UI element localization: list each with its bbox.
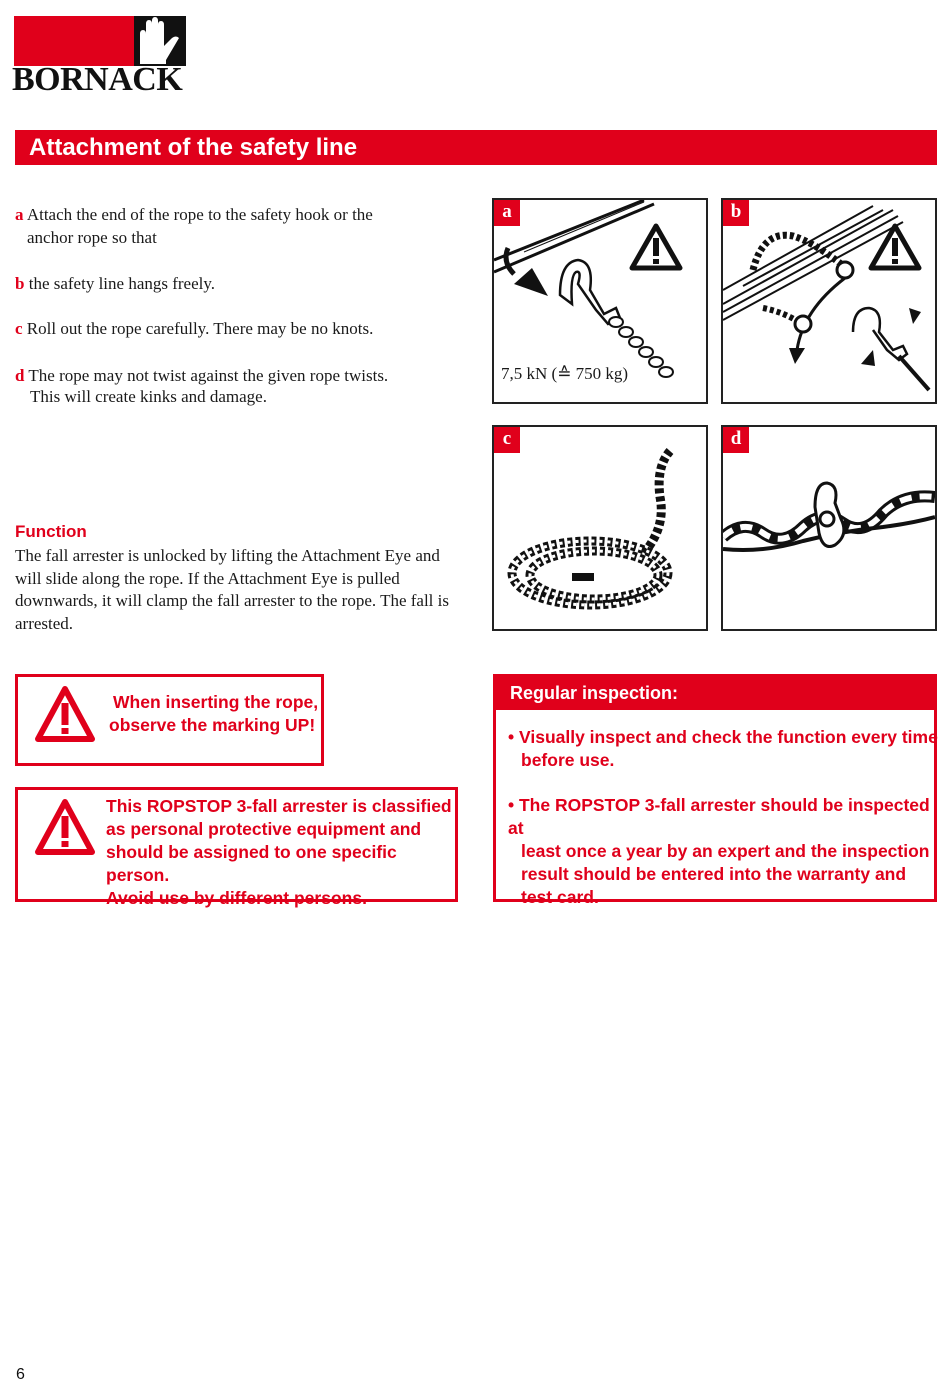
warning-triangle-icon [34, 798, 96, 858]
inspection-title: Regular inspection: [510, 683, 679, 703]
step-d [15, 364, 388, 387]
illustration-panel-c [492, 425, 708, 631]
panel-tag: b [723, 200, 749, 226]
step-b [15, 272, 215, 295]
illustration-panel-b [721, 198, 937, 404]
function-heading: Function [15, 522, 87, 541]
warning-triangle-icon [34, 685, 96, 745]
step-a-continued: anchor rope so that [27, 228, 157, 247]
warning-triangle-icon [871, 226, 919, 268]
step-a [15, 203, 373, 226]
step-letter: c [15, 319, 23, 338]
warning-line: When inserting the rope, [113, 692, 319, 712]
illustration-panel-d [721, 425, 937, 631]
warning-triangle-icon [632, 226, 680, 268]
step-letter: a [15, 205, 24, 224]
page-number: 6 [16, 1366, 25, 1383]
panel-tag: c [494, 427, 520, 453]
marking-warning-text [109, 691, 318, 737]
bullet-line: • The ROPSTOP 3-fall arrester should be inspected at [508, 795, 930, 838]
logo-wordmark: BORNACK [12, 61, 183, 98]
warning-line: as personal protective equipment and [106, 819, 422, 839]
twisted-rope-illustration [723, 427, 935, 629]
bullet-line: • Visually inspect and check the function every time [508, 727, 938, 747]
panel-tag: d [723, 427, 749, 453]
step-letter: b [15, 274, 25, 293]
anchor-rope-illustration [723, 200, 935, 402]
step-c [15, 317, 373, 340]
warning-line: should be assigned to one specific person. [106, 842, 397, 885]
load-rating-caption: 7,5 kN (≙ 750 kg) [501, 364, 629, 383]
panel-tag: a [494, 200, 520, 226]
ppe-warning-text [106, 795, 455, 910]
bornack-logo [14, 16, 186, 66]
illustration-panel-a [492, 198, 708, 404]
bullet-line: before use. [521, 750, 615, 770]
inspection-bullet-1 [508, 726, 938, 772]
step-text: Roll out the rope carefully. There may be no knots. [26, 319, 374, 338]
inspection-bullet-2 [508, 794, 950, 909]
step-text: the safety line hangs freely. [28, 274, 216, 293]
bullet-line: result should be entered into the warranty and [521, 864, 907, 884]
step-letter: d [15, 366, 25, 385]
ppe-warning-box [15, 787, 458, 908]
step-text: The rope may not twist against the given rope twists. [28, 366, 389, 385]
bullet-line: test card. [521, 887, 599, 907]
warning-line: Avoid use by different persons. [106, 888, 367, 908]
marking-warning-box [15, 674, 324, 766]
hand-logo-icon [14, 16, 186, 66]
section-title: Attachment of the safety line [29, 134, 358, 161]
coiled-rope-illustration [494, 427, 706, 629]
bullet-line: least once a year by an expert and the inspection [521, 841, 930, 861]
warning-line: This ROPSTOP 3-fall arrester is classified [106, 796, 452, 816]
function-body: The fall arrester is unlocked by lifting the Attachment Eye and will slide along the rope. If the Attachment Eye is pulled downwards, it will clamp the fall arrester to the rope. The fall is arrested. [15, 546, 449, 633]
step-text: Attach the end of the rope to the safety hook or the [26, 205, 373, 224]
step-d-continued: This will create kinks and damage. [30, 387, 267, 406]
warning-line: observe the marking UP! [109, 715, 316, 735]
